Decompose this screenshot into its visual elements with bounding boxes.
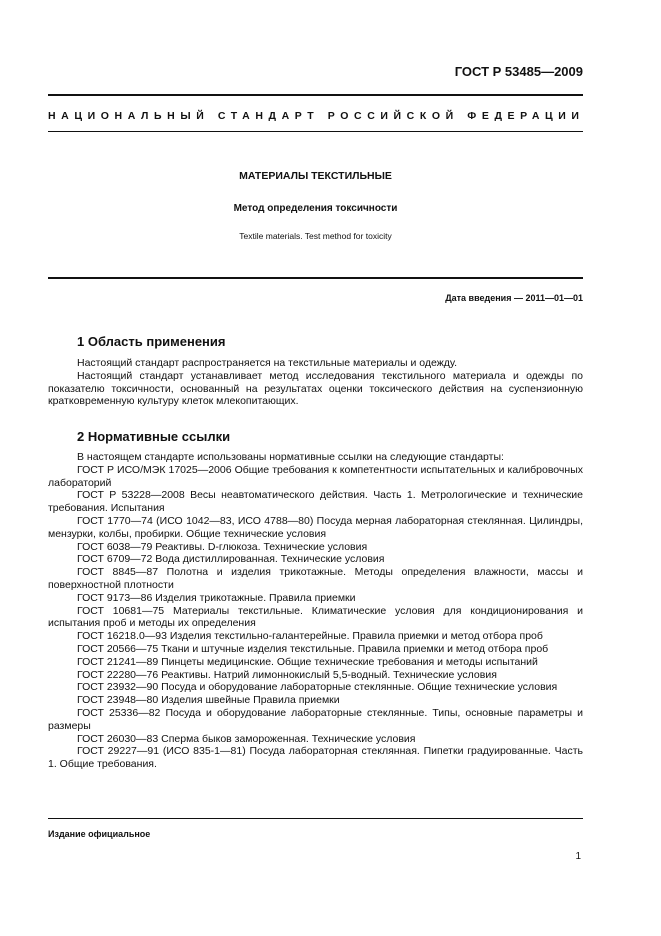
reference-item: ГОСТ 23932—90 Посуда и оборудование лабораторные стеклянные. Общие технические условия <box>77 681 558 694</box>
section-2-body <box>48 451 583 771</box>
reference-item: ГОСТ 23948—80 Изделия швейные Правила приемки <box>77 694 340 707</box>
rule-top <box>48 94 583 96</box>
title-sub: Метод определения токсичности <box>233 203 398 214</box>
reference-item: ГОСТ 29227—91 (ИСО 835-1—81) Посуда лабораторная стеклянная. Пипетки градуированные. Часть 1. Общие требования. <box>48 745 583 771</box>
reference-item: ГОСТ 1770—74 (ИСО 1042—83, ИСО 4788—80) Посуда мерная лабораторная стеклянная. Цилиндры, мензурки, колбы, пробирки. Общие технические условия <box>48 514 583 540</box>
page-number: 1 <box>575 851 581 862</box>
introduction-date: Дата введения — 2011—01—01 <box>445 293 583 303</box>
reference-item: ГОСТ 10681—75 Материалы текстильные. Климатические условия для кондиционирования и испытания проб и методы их определения <box>48 604 583 630</box>
paragraph: В настоящем стандарте использованы нормативные ссылки на следующие стандарты: <box>77 451 504 463</box>
reference-item: ГОСТ Р 53228—2008 Весы неавтоматического действия. Часть 1. Метрологические и технические требования. Испытания <box>48 489 583 515</box>
title-main: МАТЕРИАЛЫ ТЕКСТИЛЬНЫЕ <box>239 170 392 182</box>
section-1-heading: 1 Область применения <box>77 334 226 349</box>
edition-label: Издание официальное <box>48 829 151 839</box>
paragraph: Настоящий стандарт распространяется на текстильные материалы и одежду. <box>77 357 458 369</box>
reference-item: ГОСТ 6709—72 Вода дистиллированная. Технические условия <box>77 553 385 566</box>
rule-under-banner <box>48 131 583 132</box>
rule-footer <box>48 818 583 819</box>
reference-item: ГОСТ 20566—75 Ткани и штучные изделия текстильные. Правила приемки и метод отбора проб <box>77 642 549 655</box>
reference-item: ГОСТ 6038—79 Реактивы. D-глюкоза. Технические условия <box>77 540 368 553</box>
section-2-heading: 2 Нормативные ссылки <box>77 429 231 444</box>
reference-item: ГОСТ 21241—89 Пинцеты медицинские. Общие технические требования и методы испытаний <box>77 655 538 668</box>
rule-under-title <box>48 277 583 279</box>
document-code: ГОСТ Р 53485—2009 <box>454 64 583 79</box>
reference-item: ГОСТ 16218.0—93 Изделия текстильно-галантерейные. Правила приемки и метод отбора проб <box>77 630 543 643</box>
reference-item: ГОСТ 26030—83 Сперма быков замороженная. Технические условия <box>77 732 416 745</box>
reference-item: ГОСТ 8845—87 Полотна и изделия трикотажные. Методы определения влажности, массы и поверхностной плотности <box>48 566 583 591</box>
reference-item: ГОСТ 22280—76 Реактивы. Натрий лимоннокислый 5,5-водный. Технические условия <box>77 668 497 681</box>
reference-item: ГОСТ 9173—86 Изделия трикотажные. Правила приемки <box>77 591 356 604</box>
paragraph: Настоящий стандарт устанавливает метод исследования текстильного материала и одежды по показателю токсичности, основанный на результатах оценки токсического действия на суспензионную кратковременную культуру клеток млекопитающих. <box>48 369 583 408</box>
title-english: Textile materials. Test method for toxicity <box>239 231 392 241</box>
reference-item: ГОСТ Р ИСО/МЭК 17025—2006 Общие требования к компетентности испытательных и калибровочных лабораторий <box>48 463 583 489</box>
title-block <box>48 170 583 241</box>
section-1-body <box>48 357 583 408</box>
national-standard-banner: НАЦИОНАЛЬНЫЙ СТАНДАРТ РОССИЙСКОЙ ФЕДЕРАЦИИ <box>48 110 585 122</box>
reference-item: ГОСТ 25336—82 Посуда и оборудование лабораторные стеклянные. Типы, основные параметры и размеры <box>48 706 583 732</box>
